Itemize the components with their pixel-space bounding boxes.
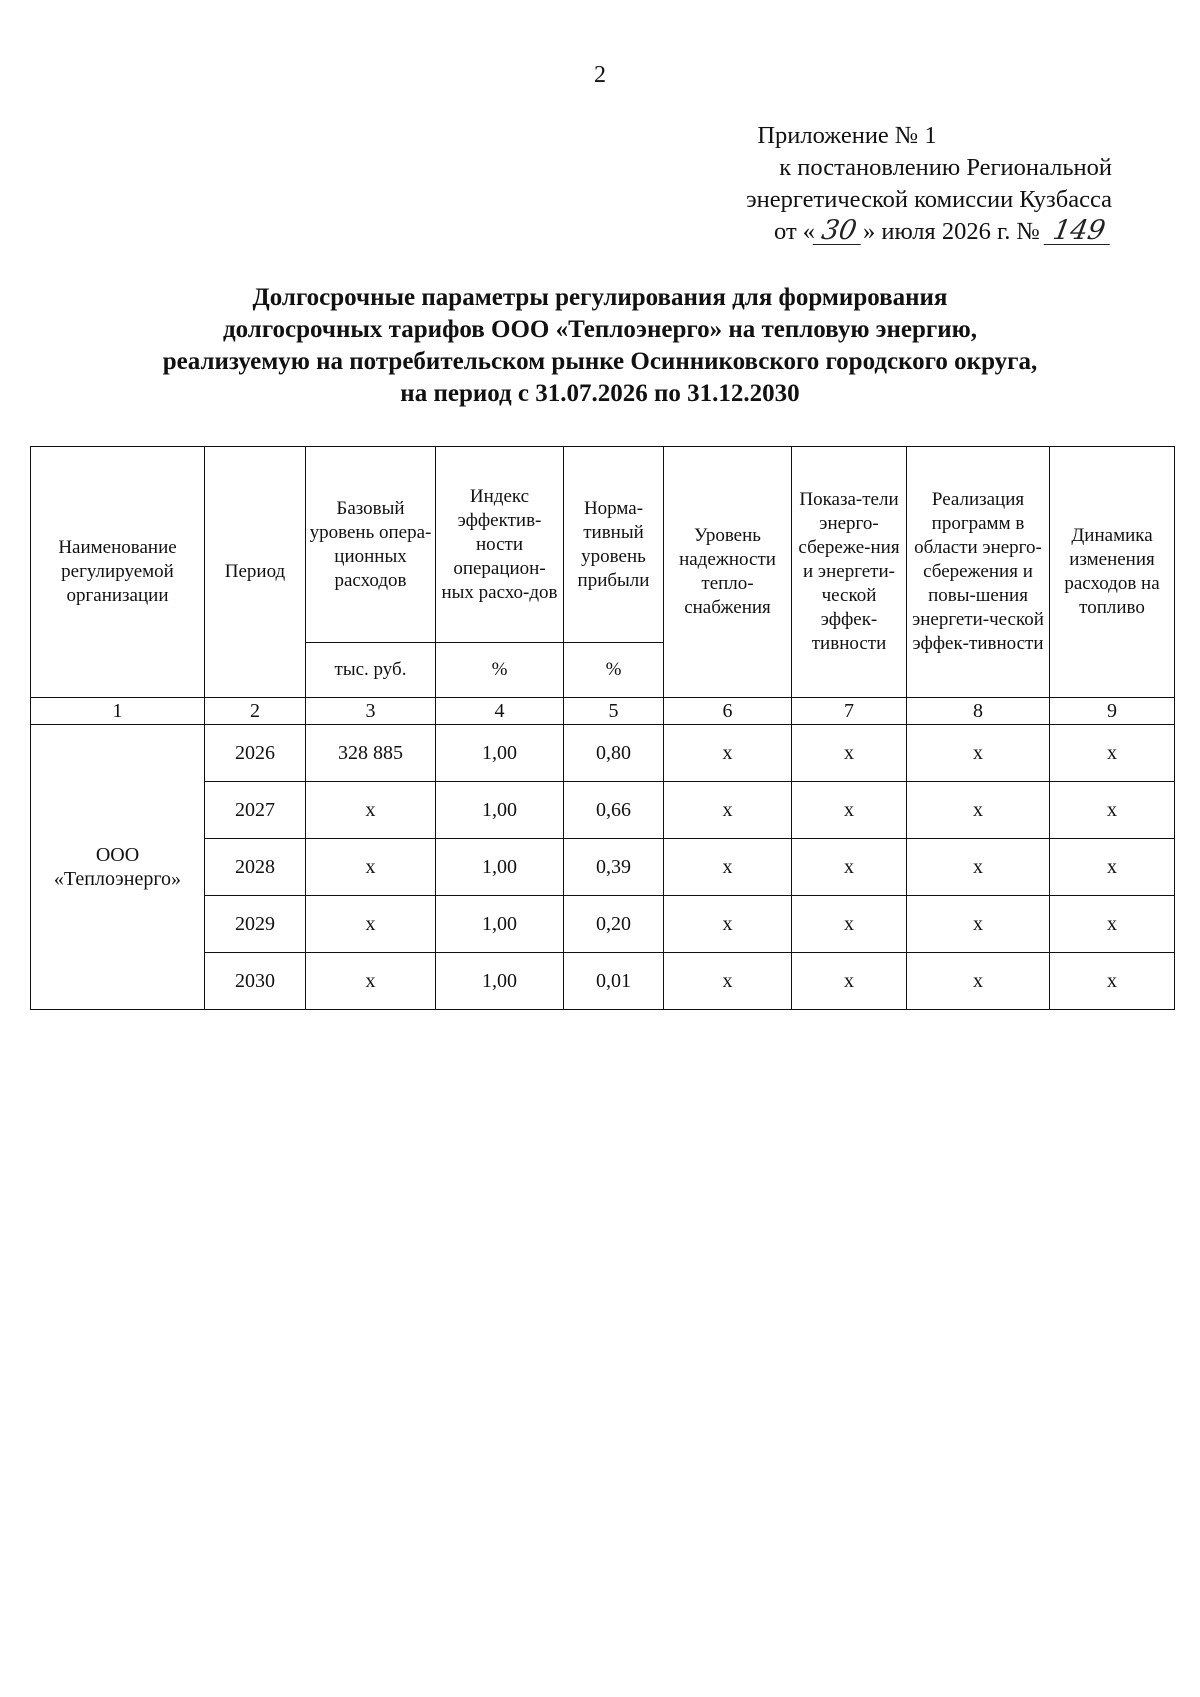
cell-base-opex: х	[306, 896, 436, 953]
cell-energy-saving: х	[792, 896, 907, 953]
cell-reliability: х	[664, 953, 792, 1010]
cell-period: 2029	[205, 896, 306, 953]
unit-efficiency-index: %	[436, 643, 564, 698]
organization-name: ООО «Теплоэнерго»	[31, 725, 205, 1010]
header-row	[31, 447, 1175, 643]
column-number: 7	[792, 698, 907, 725]
unit-base-opex: тыс. руб.	[306, 643, 436, 698]
appendix-commission: энергетической комиссии Кузбасса	[746, 186, 1112, 213]
header-profit-level: Норма-тивный уровень прибыли	[564, 447, 664, 643]
cell-fuel-dynamics: х	[1050, 953, 1175, 1010]
appendix-resolution: к постановлению Региональной	[779, 154, 1112, 181]
cell-period: 2030	[205, 953, 306, 1010]
column-number: 2	[205, 698, 306, 725]
cell-reliability: х	[664, 782, 792, 839]
document-title	[0, 282, 1200, 410]
cell-energy-saving: х	[792, 782, 907, 839]
cell-efficiency-index: 1,00	[436, 953, 564, 1010]
date-middle: » июля 2026 г. №	[863, 218, 1040, 245]
parameters-table	[30, 446, 1175, 1010]
cell-energy-saving: х	[792, 839, 907, 896]
cell-efficiency-index: 1,00	[436, 782, 564, 839]
cell-fuel-dynamics: х	[1050, 896, 1175, 953]
header-fuel-dynamics: Динамика изменения расходов на топливо	[1050, 447, 1175, 698]
cell-period: 2026	[205, 725, 306, 782]
cell-fuel-dynamics: х	[1050, 725, 1175, 782]
cell-base-opex: х	[306, 782, 436, 839]
handwritten-doc-number: 149	[1044, 218, 1115, 245]
appendix-date-line	[592, 216, 1112, 248]
cell-programs: х	[907, 896, 1050, 953]
cell-efficiency-index: 1,00	[436, 896, 564, 953]
page-number: 2	[594, 62, 606, 88]
cell-period: 2028	[205, 839, 306, 896]
header-programs: Реализация программ в области энерго-сбережения и повы-шения энергети-ческой эффек-тивности	[907, 447, 1050, 698]
column-numbers-row	[31, 698, 1175, 725]
header-base-opex: Базовый уровень опера-ционных расходов	[306, 447, 436, 643]
title-line: реализуемую на потребительском рынке Осинниковского городского округа,	[162, 348, 1038, 375]
cell-profit-level: 0,66	[564, 782, 664, 839]
column-number: 8	[907, 698, 1050, 725]
header-energy-saving: Показа-тели энерго-сбереже-ния и энергети-ческой эффек-тивности	[792, 447, 907, 698]
column-number: 1	[31, 698, 205, 725]
cell-programs: х	[907, 782, 1050, 839]
title-line: долгосрочных тарифов ООО «Теплоэнерго» на тепловую энергию,	[222, 316, 977, 343]
cell-fuel-dynamics: х	[1050, 782, 1175, 839]
cell-programs: х	[907, 953, 1050, 1010]
cell-profit-level: 0,80	[564, 725, 664, 782]
header-efficiency-index: Индекс эффектив-ности операцион-ных расхо-дов	[436, 447, 564, 643]
cell-energy-saving: х	[792, 953, 907, 1010]
column-number: 6	[664, 698, 792, 725]
column-number: 3	[306, 698, 436, 725]
appendix-header	[592, 120, 1112, 248]
cell-efficiency-index: 1,00	[436, 839, 564, 896]
cell-base-opex: х	[306, 953, 436, 1010]
cell-profit-level: 0,20	[564, 896, 664, 953]
cell-energy-saving: х	[792, 725, 907, 782]
header-reliability: Уровень надежности тепло-снабжения	[664, 447, 792, 698]
cell-fuel-dynamics: х	[1050, 839, 1175, 896]
cell-period: 2027	[205, 782, 306, 839]
cell-programs: х	[907, 839, 1050, 896]
appendix-title: Приложение № 1	[757, 122, 937, 149]
cell-efficiency-index: 1,00	[436, 725, 564, 782]
column-number: 4	[436, 698, 564, 725]
title-line: Долгосрочные параметры регулирования для формирования	[252, 284, 948, 311]
cell-base-opex: х	[306, 839, 436, 896]
cell-base-opex: 328 885	[306, 725, 436, 782]
handwritten-day: 30	[813, 218, 866, 245]
cell-reliability: х	[664, 725, 792, 782]
table-row	[31, 725, 1175, 782]
title-line: на период с 31.07.2026 по 31.12.2030	[400, 380, 800, 407]
column-number: 9	[1050, 698, 1175, 725]
cell-reliability: х	[664, 839, 792, 896]
header-period: Период	[205, 447, 306, 698]
cell-profit-level: 0,39	[564, 839, 664, 896]
date-prefix: от «	[774, 218, 816, 245]
column-number: 5	[564, 698, 664, 725]
unit-profit-level: %	[564, 643, 664, 698]
cell-profit-level: 0,01	[564, 953, 664, 1010]
cell-reliability: х	[664, 896, 792, 953]
cell-programs: х	[907, 725, 1050, 782]
header-organization: Наименование регулируемой организации	[31, 447, 205, 698]
